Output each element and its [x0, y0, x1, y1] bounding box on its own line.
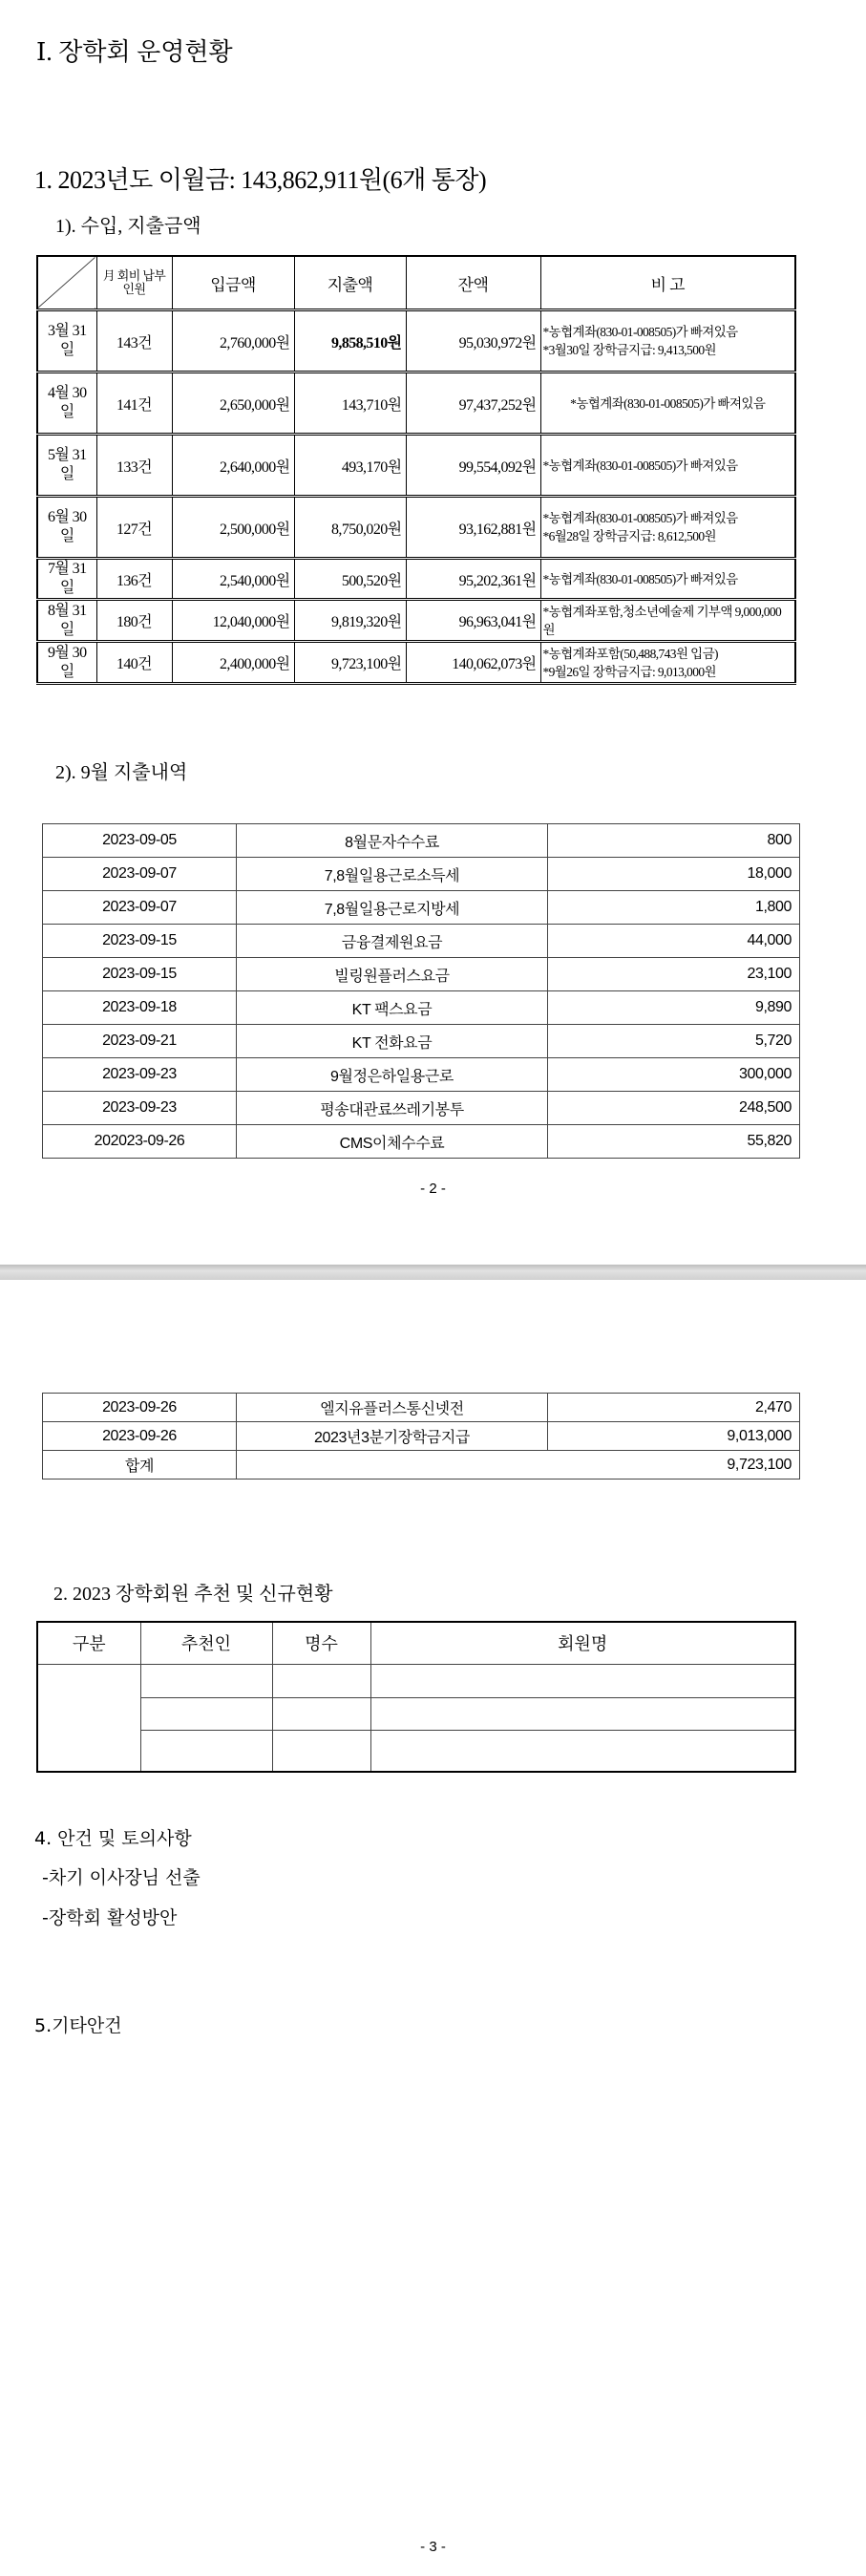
table-row	[43, 958, 800, 991]
description-cell: 9월정은하일용근로	[237, 1058, 548, 1092]
page-number: - 3 -	[420, 2539, 446, 2555]
count-cell: 133건	[96, 435, 172, 497]
remark-line: *농협계좌(830-01-008505)가 빠져있음	[570, 395, 766, 411]
amount-cell: 5,720	[548, 1025, 800, 1058]
header-income: 입금액	[172, 256, 294, 310]
description-cell: 8월문자수수료	[237, 824, 548, 858]
description-cell: 평송대관료쓰레기봉투	[237, 1092, 548, 1125]
remarks-cell	[540, 435, 795, 497]
table-row	[43, 824, 800, 858]
empty-cell	[140, 1730, 272, 1772]
description-cell: 엘지유플러스통신넷전	[237, 1394, 548, 1422]
september-expense-table-continued	[42, 1393, 800, 1480]
amount-cell: 18,000	[548, 858, 800, 891]
table-row	[43, 1058, 800, 1092]
remark-line: *농협계좌(830-01-008505)가 빠져있음	[542, 458, 738, 473]
date-cell: 9월 30일	[37, 642, 96, 684]
remarks-cell	[540, 642, 795, 684]
count-cell: 127건	[96, 497, 172, 559]
description-cell: 2023년3분기장학금지급	[237, 1422, 548, 1451]
empty-cell	[272, 1730, 370, 1772]
description-cell: 7,8월일용근로지방세	[237, 891, 548, 925]
amount-cell: 55,820	[548, 1125, 800, 1159]
date-cell: 7월 31일	[37, 559, 96, 600]
date-cell: 2023-09-15	[43, 958, 237, 991]
empty-cell	[370, 1697, 795, 1730]
header-remarks: 비 고	[540, 256, 795, 310]
empty-cell	[272, 1697, 370, 1730]
description-cell: 7,8월일용근로소득세	[237, 858, 548, 891]
empty-cell	[272, 1664, 370, 1697]
income-cell: 2,400,000원	[172, 642, 294, 684]
date-cell: 4월 30일	[37, 373, 96, 435]
date-cell: 2023-09-05	[43, 824, 237, 858]
date-cell: 2023-09-07	[43, 891, 237, 925]
other-agenda-heading: 5.기타안건	[34, 2015, 122, 2036]
table-row	[37, 600, 795, 642]
income-cell: 2,500,000원	[172, 497, 294, 559]
amount-cell: 9,013,000	[548, 1422, 800, 1451]
empty-cell	[370, 1730, 795, 1772]
balance-cell: 97,437,252원	[406, 373, 540, 435]
amount-cell: 800	[548, 824, 800, 858]
amount-cell: 23,100	[548, 958, 800, 991]
total-row	[43, 1451, 800, 1480]
remark-line: *농협계좌(830-01-008505)가 빠져있음	[542, 511, 738, 525]
expense-cell: 500,520원	[294, 559, 406, 600]
header-member-names: 회원명	[370, 1622, 795, 1664]
date-cell: 5월 31일	[37, 435, 96, 497]
remark-line: *농협계좌(830-01-008505)가 빠져있음	[542, 325, 738, 339]
member-recommendation-heading: 2. 2023 장학회원 추천 및 신규현황	[53, 1584, 333, 1605]
header-members: 月 회비 납부인원	[96, 256, 172, 310]
amount-cell: 9,890	[548, 991, 800, 1025]
empty-cell	[37, 1664, 140, 1772]
date-cell: 2023-09-23	[43, 1092, 237, 1125]
remarks-cell	[540, 310, 795, 373]
description-cell: CMS이체수수료	[237, 1125, 548, 1159]
header-recommender: 추천인	[140, 1622, 272, 1664]
header-expense: 지출액	[294, 256, 406, 310]
balance-cell: 99,554,092원	[406, 435, 540, 497]
empty-cell	[370, 1664, 795, 1697]
remarks-cell	[540, 600, 795, 642]
remark-line: *농협계좌(830-01-008505)가 빠져있음	[542, 571, 738, 586]
count-cell: 180건	[96, 600, 172, 642]
amount-cell: 44,000	[548, 925, 800, 958]
date-cell: 2023-09-21	[43, 1025, 237, 1058]
september-expense-table	[42, 823, 800, 1159]
balance-cell: 96,963,041원	[406, 600, 540, 642]
empty-cell	[140, 1664, 272, 1697]
page-title: Ⅰ. 장학회 운영현황	[36, 38, 233, 66]
amount-cell: 300,000	[548, 1058, 800, 1092]
description-cell: KT 팩스요금	[237, 991, 548, 1025]
header-category: 구분	[37, 1622, 140, 1664]
member-recommendation-table	[36, 1621, 796, 1773]
total-label: 합계	[43, 1451, 237, 1480]
date-cell: 2023-09-26	[43, 1394, 237, 1422]
diagonal-header-cell	[37, 256, 96, 310]
table-row	[43, 1092, 800, 1125]
income-cell: 12,040,000원	[172, 600, 294, 642]
remarks-cell	[540, 559, 795, 600]
count-cell: 141건	[96, 373, 172, 435]
expense-cell: 8,750,020원	[294, 497, 406, 559]
description-cell: KT 전화요금	[237, 1025, 548, 1058]
table-row	[43, 991, 800, 1025]
amount-cell: 248,500	[548, 1092, 800, 1125]
remarks-cell	[540, 497, 795, 559]
expense-cell: 493,170원	[294, 435, 406, 497]
table-row	[37, 310, 795, 373]
date-cell: 2023-09-07	[43, 858, 237, 891]
table-row	[43, 891, 800, 925]
amount-cell: 2,470	[548, 1394, 800, 1422]
description-cell: 빌링원플러스요금	[237, 958, 548, 991]
empty-cell	[140, 1697, 272, 1730]
income-cell: 2,540,000원	[172, 559, 294, 600]
table-row	[37, 497, 795, 559]
remark-line: *3월30일 장학금지급: 9,413,500원	[542, 343, 716, 357]
remark-line: *9월26일 장학금지급: 9,013,000원	[542, 664, 716, 679]
total-value: 9,723,100	[237, 1451, 800, 1480]
table-row	[43, 858, 800, 891]
income-expense-table	[36, 255, 796, 685]
date-cell: 3월 31일	[37, 310, 96, 373]
table-row	[43, 1125, 800, 1159]
amount-cell: 1,800	[548, 891, 800, 925]
header-balance: 잔액	[406, 256, 540, 310]
agenda-item: -차기 이사장님 선출	[42, 1867, 201, 1888]
remark-line: *농협계좌포함(50,488,743원 입금)	[542, 646, 718, 661]
remarks-cell	[540, 373, 795, 435]
income-cell: 2,650,000원	[172, 373, 294, 435]
table-row	[37, 373, 795, 435]
carryover-heading: 1. 2023년도 이월금: 143,862,911원(6개 통장)	[34, 166, 487, 194]
remark-line: *농협계좌포함,청소년예술제 기부액 9,000,000원	[542, 604, 782, 637]
september-expense-heading: 2). 9월 지출내역	[55, 762, 188, 783]
date-cell: 2023-09-15	[43, 925, 237, 958]
page-number: - 2 -	[420, 1181, 446, 1197]
balance-cell: 95,030,972원	[406, 310, 540, 373]
count-cell: 140건	[96, 642, 172, 684]
date-cell: 6월 30일	[37, 497, 96, 559]
income-cell: 2,640,000원	[172, 435, 294, 497]
table-row	[37, 559, 795, 600]
table-row	[43, 1394, 800, 1422]
balance-cell: 95,202,361원	[406, 559, 540, 600]
table-row	[37, 642, 795, 684]
date-cell: 8월 31일	[37, 600, 96, 642]
date-cell: 2023-09-23	[43, 1058, 237, 1092]
balance-cell: 140,062,073원	[406, 642, 540, 684]
page-break	[0, 1265, 866, 1280]
balance-cell: 93,162,881원	[406, 497, 540, 559]
date-cell: 2023-09-26	[43, 1422, 237, 1451]
table-row	[43, 1025, 800, 1058]
count-cell: 143건	[96, 310, 172, 373]
description-cell: 금융결제원요금	[237, 925, 548, 958]
agenda-item: -장학회 활성방안	[42, 1907, 178, 1928]
income-expense-heading: 1). 수입, 지출금액	[55, 216, 201, 237]
date-cell: 2023-09-18	[43, 991, 237, 1025]
count-cell: 136건	[96, 559, 172, 600]
expense-cell: 9,858,510원	[294, 310, 406, 373]
table-row	[43, 1422, 800, 1451]
expense-cell: 143,710원	[294, 373, 406, 435]
remark-line: *6월28일 장학금지급: 8,612,500원	[542, 529, 716, 543]
header-count: 명수	[272, 1622, 370, 1664]
table-row	[37, 435, 795, 497]
table-row	[43, 925, 800, 958]
expense-cell: 9,819,320원	[294, 600, 406, 642]
expense-cell: 9,723,100원	[294, 642, 406, 684]
income-cell: 2,760,000원	[172, 310, 294, 373]
agenda-heading: 4. 안건 및 토의사항	[34, 1828, 192, 1849]
date-cell: 202023-09-26	[43, 1125, 237, 1159]
